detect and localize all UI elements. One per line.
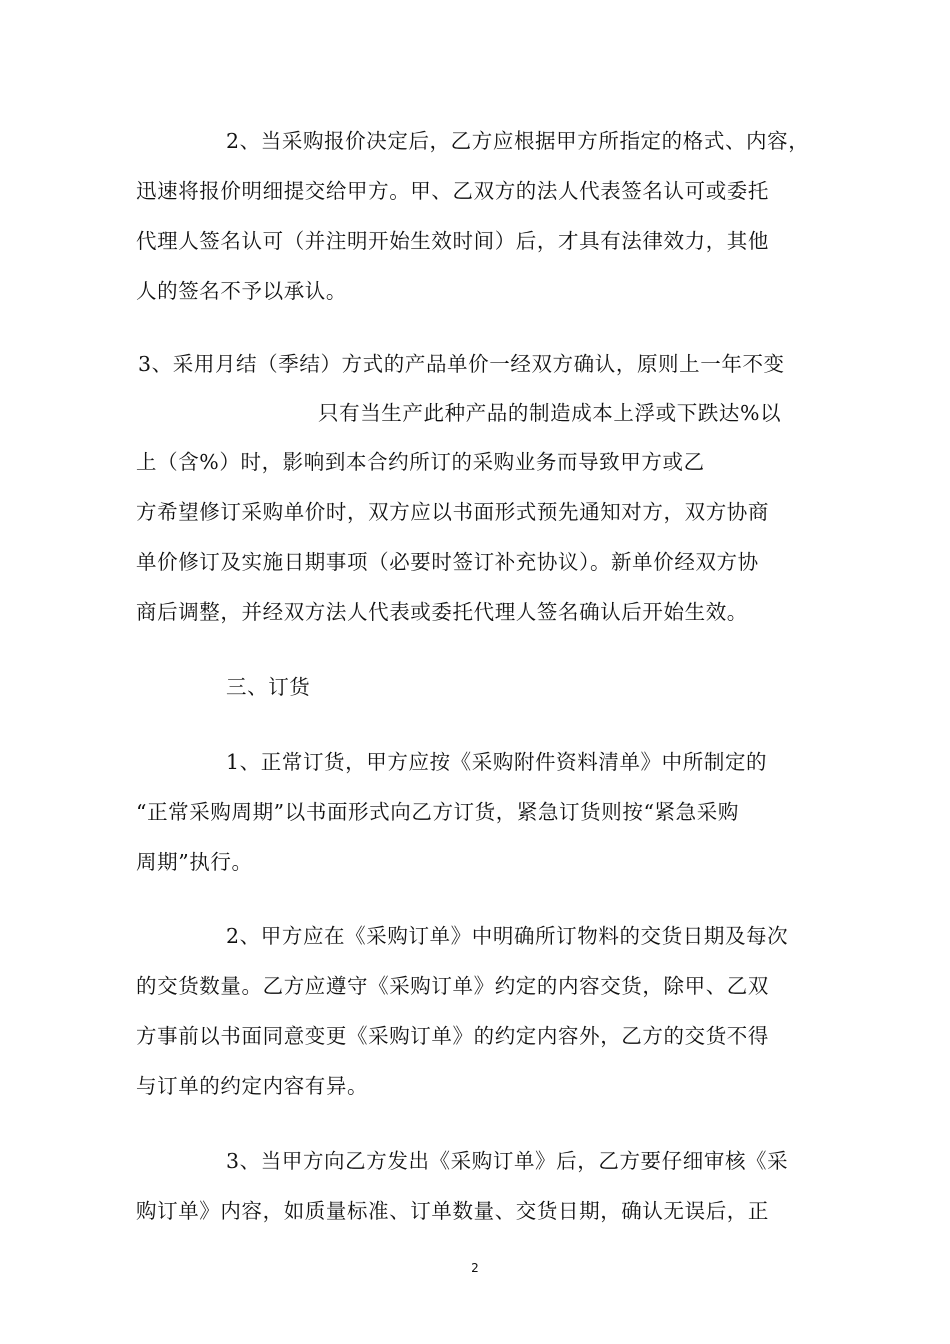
paragraph-line: 3、当甲方向乙方发出《采购订单》后，乙方要仔细审核《采 bbox=[226, 1149, 789, 1173]
paragraph-line: 2、当采购报价决定后，乙方应根据甲方所指定的格式、内容， bbox=[226, 129, 810, 153]
section-heading: 三、订货 bbox=[226, 675, 311, 699]
paragraph-line: “正常采购周期”以书面形式向乙方订货，紧急订货则按“紧急采购 bbox=[136, 800, 739, 824]
page-number: 2 bbox=[471, 1261, 479, 1275]
paragraph-line: 商后调整，并经双方法人代表或委托代理人签名确认后开始生效。 bbox=[136, 600, 748, 624]
paragraph-line: 上（含%）时，影响到本合约所订的采购业务而导致甲方或乙 bbox=[136, 450, 705, 474]
paragraph-line: 方希望修订采购单价时，双方应以书面形式预先通知对方，双方协商 bbox=[136, 500, 769, 524]
paragraph-line: 与订单的约定内容有异。 bbox=[136, 1074, 369, 1098]
paragraph-line: 1、正常订货，甲方应按《采购附件资料清单》中所制定的 bbox=[226, 750, 768, 774]
paragraph-line: 迅速将报价明细提交给甲方。甲、乙双方的法人代表签名认可或委托 bbox=[136, 179, 769, 203]
paragraph-line: 的交货数量。乙方应遵守《采购订单》约定的内容交货，除甲、乙双 bbox=[136, 974, 769, 998]
paragraph-line: 代理人签名认可（并注明开始生效时间）后，才具有法律效力，其他 bbox=[136, 229, 769, 253]
paragraph-line: 2、甲方应在《采购订单》中明确所订物料的交货日期及每次 bbox=[226, 924, 789, 948]
paragraph-line: 只有当生产此种产品的制造成本上浮或下跌达%以 bbox=[318, 401, 782, 425]
paragraph-line: 3、采用月结（季结）方式的产品单价一经双方确认，原则上一年不变 bbox=[138, 352, 785, 376]
paragraph-line: 单价修订及实施日期事项（必要时签订补充协议）。新单价经双方协 bbox=[136, 550, 759, 574]
paragraph-line: 方事前以书面同意变更《采购订单》的约定内容外，乙方的交货不得 bbox=[136, 1024, 769, 1048]
paragraph-line: 购订单》内容，如质量标准、订单数量、交货日期，确认无误后，正 bbox=[136, 1199, 769, 1223]
paragraph-line: 周期”执行。 bbox=[136, 850, 253, 874]
paragraph-line: 人的签名不予以承认。 bbox=[136, 279, 347, 303]
